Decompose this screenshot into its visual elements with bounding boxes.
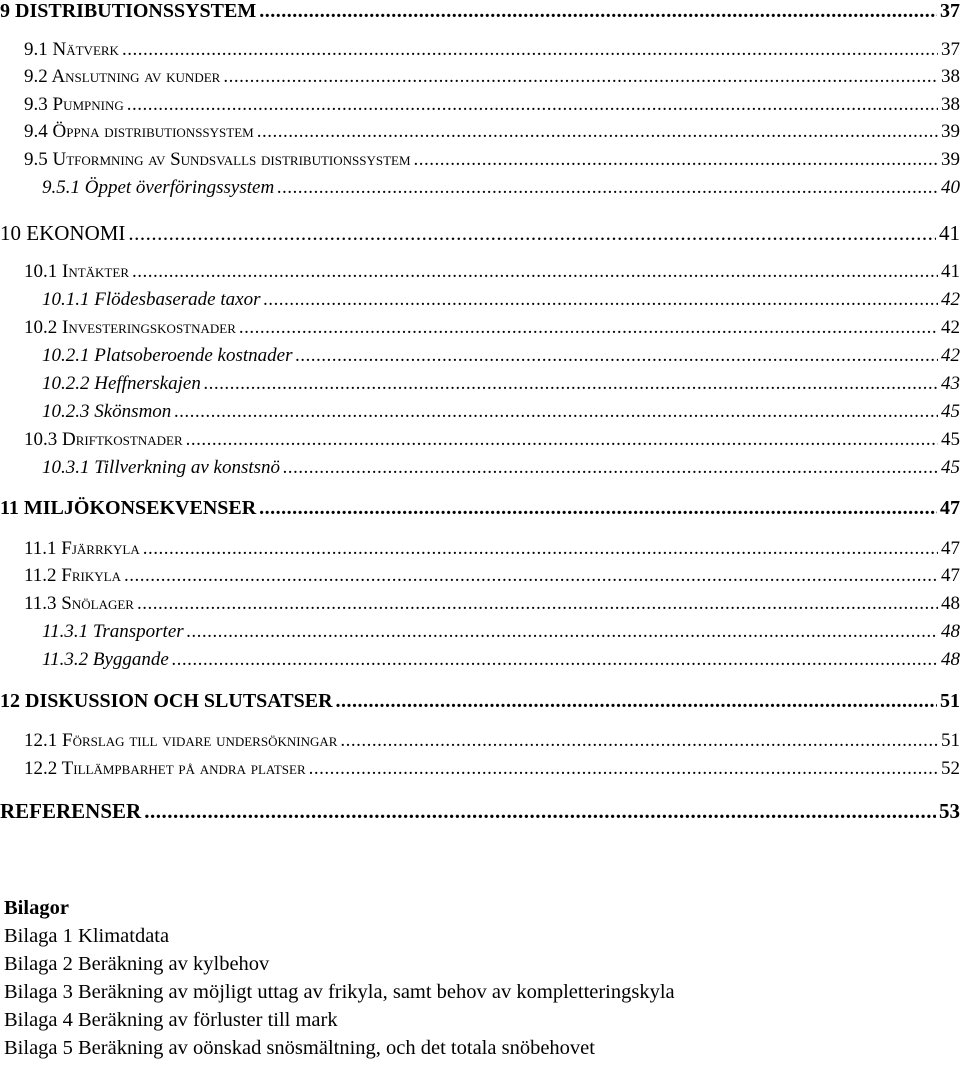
toc-entry-page: 51 [940,690,960,712]
toc-entry-title: 9.5.1 Öppet överföringssystem [42,177,275,198]
toc-subsection-11-3-1[interactable] [42,621,960,643]
toc-chapter-9[interactable] [0,0,960,23]
toc-section-9-3[interactable] [24,94,960,116]
toc-subsection-11-3-2[interactable] [42,649,960,671]
dot-leader [263,289,938,311]
toc-entry-title: 11.3.2 Byggande [42,649,169,670]
toc-entry-title: 11.3.1 Transporter [42,621,184,642]
toc-entry-title: 10.2.1 Platsoberoende kostnader [42,345,293,366]
toc-subsection-10-2-1[interactable] [42,345,960,367]
toc-entry-title: 12 DISKUSSION OCH SLUTSATSER [0,690,333,712]
dot-leader [143,538,938,560]
dot-leader [204,373,938,395]
dot-leader [223,66,938,88]
toc-chapter-12[interactable] [0,690,960,713]
toc-entry-page: 38 [941,94,960,115]
toc-section-10-3[interactable] [24,429,960,451]
appendix-item: Bilaga 2 Beräkning av kylbehov [4,953,270,975]
toc-entry-title: REFERENSER [0,799,142,823]
toc-entry-title: 10.3 Driftkostnader [24,429,183,450]
toc-entry-title: 10.2 Investeringskostnader [24,317,236,338]
toc-entry-page: 40 [941,177,960,198]
toc-entry-title: 11.3 Snölager [24,593,134,614]
appendix-item: Bilaga 5 Beräkning av oönskad snösmältning, och det totala snöbehovet [4,1037,595,1059]
toc-entry-page: 47 [941,565,960,586]
toc-entry-page: 42 [941,345,960,366]
toc-entry-page: 42 [941,289,960,310]
dot-leader [174,401,938,423]
toc-subsection-10-2-3[interactable] [42,401,960,423]
toc-entry-page: 53 [939,799,960,823]
toc-entry-page: 37 [941,39,960,60]
toc-entry-page: 45 [941,429,960,450]
toc-entry-title: 11 MILJÖKONSEKVENSER [0,497,257,519]
toc-entry-title: 9.2 Anslutning av kunder [24,66,221,87]
toc-entry-title: 10.1 Intäkter [24,261,129,282]
toc-entry-page: 47 [941,538,960,559]
toc-chapter-11[interactable] [0,497,960,520]
toc-entry-title: 10.2.3 Skönsmon [42,401,172,422]
toc-entry-page: 39 [941,149,960,170]
toc-section-10-1[interactable] [24,261,960,283]
dot-leader [172,649,938,671]
toc-entry-page: 51 [941,730,960,751]
toc-entry-page: 48 [941,649,960,670]
toc-entry-page: 41 [939,221,960,245]
dot-leader [283,457,938,479]
toc-section-10-2[interactable] [24,317,960,339]
toc-subsection-10-3-1[interactable] [42,457,960,479]
toc-chapter-10[interactable] [0,221,960,246]
toc-section-11-2[interactable] [24,565,960,587]
dot-leader [259,0,937,23]
toc-entry-page: 45 [941,457,960,478]
dot-leader [128,221,936,246]
appendix-item: Bilaga 1 Klimatdata [4,925,170,947]
toc-section-12-1[interactable] [24,730,960,752]
toc-section-11-1[interactable] [24,538,960,560]
toc-subsection-10-1-1[interactable] [42,289,960,311]
dot-leader [144,799,936,824]
dot-leader [137,593,938,615]
toc-section-9-2[interactable] [24,66,960,88]
dot-leader [309,758,938,780]
toc-entry-page: 39 [941,121,960,142]
toc-section-9-1[interactable] [24,39,960,61]
dot-leader [132,261,938,283]
dot-leader [186,429,938,451]
appendix-item: Bilaga 3 Beräkning av möjligt uttag av frikyla, samt behov av kompletteringskyla [4,981,675,1003]
appendix-item: Bilaga 4 Beräkning av förluster till mark [4,1009,338,1031]
dot-leader [295,345,938,367]
toc-entry-page: 48 [941,621,960,642]
toc-entry-title: 10.2.2 Heffnerskajen [42,373,201,394]
toc-entry-title: 11.1 Fjärrkyla [24,538,140,559]
toc-entry-page: 48 [941,593,960,614]
dot-leader [122,39,938,61]
dot-leader [257,121,938,143]
dot-leader [187,621,938,643]
toc-entry-title: 12.1 Förslag till vidare undersökningar [24,730,338,751]
dot-leader [124,565,938,587]
dot-leader [414,149,938,171]
toc-entry-page: 42 [941,317,960,338]
dot-leader [239,317,938,339]
toc-entry-page: 52 [941,758,960,779]
toc-entry-title: 9.4 Öppna distributionssystem [24,121,254,142]
toc-entry-title: 9.3 Pumpning [24,94,124,115]
toc-section-12-2[interactable] [24,758,960,780]
toc-entry-page: 41 [941,261,960,282]
toc-entry-page: 38 [941,66,960,87]
dot-leader [259,497,937,520]
toc-entry-title: 12.2 Tillämpbarhet på andra platser [24,758,306,779]
toc-subsection-9-5-1[interactable] [42,177,960,199]
toc-entry-page: 43 [941,373,960,394]
dot-leader [127,94,938,116]
dot-leader [340,730,938,752]
toc-subsection-10-2-2[interactable] [42,373,960,395]
toc-entry-page: 47 [940,497,960,519]
toc-entry-page: 37 [940,0,960,22]
toc-section-9-5[interactable] [24,149,960,171]
toc-section-11-3[interactable] [24,593,960,615]
toc-entry-page: 45 [941,401,960,422]
toc-entry-title: 11.2 Frikyla [24,565,121,586]
appendix-heading: Bilagor [4,897,69,919]
toc-entry-title: 10.1.1 Flödesbaserade taxor [42,289,261,310]
toc-entry-title: 9.5 Utformning av Sundsvalls distributionssystem [24,149,411,170]
toc-section-9-4[interactable] [24,121,960,143]
toc-entry-title: 9 DISTRIBUTIONSSYSTEM [0,0,257,22]
toc-references[interactable] [0,799,960,824]
toc-entry-title: 9.1 Nätverk [24,39,119,60]
toc-entry-title: 10 EKONOMI [0,221,126,245]
dot-leader [336,690,937,713]
toc-entry-title: 10.3.1 Tillverkning av konstsnö [42,457,281,478]
dot-leader [277,177,938,199]
